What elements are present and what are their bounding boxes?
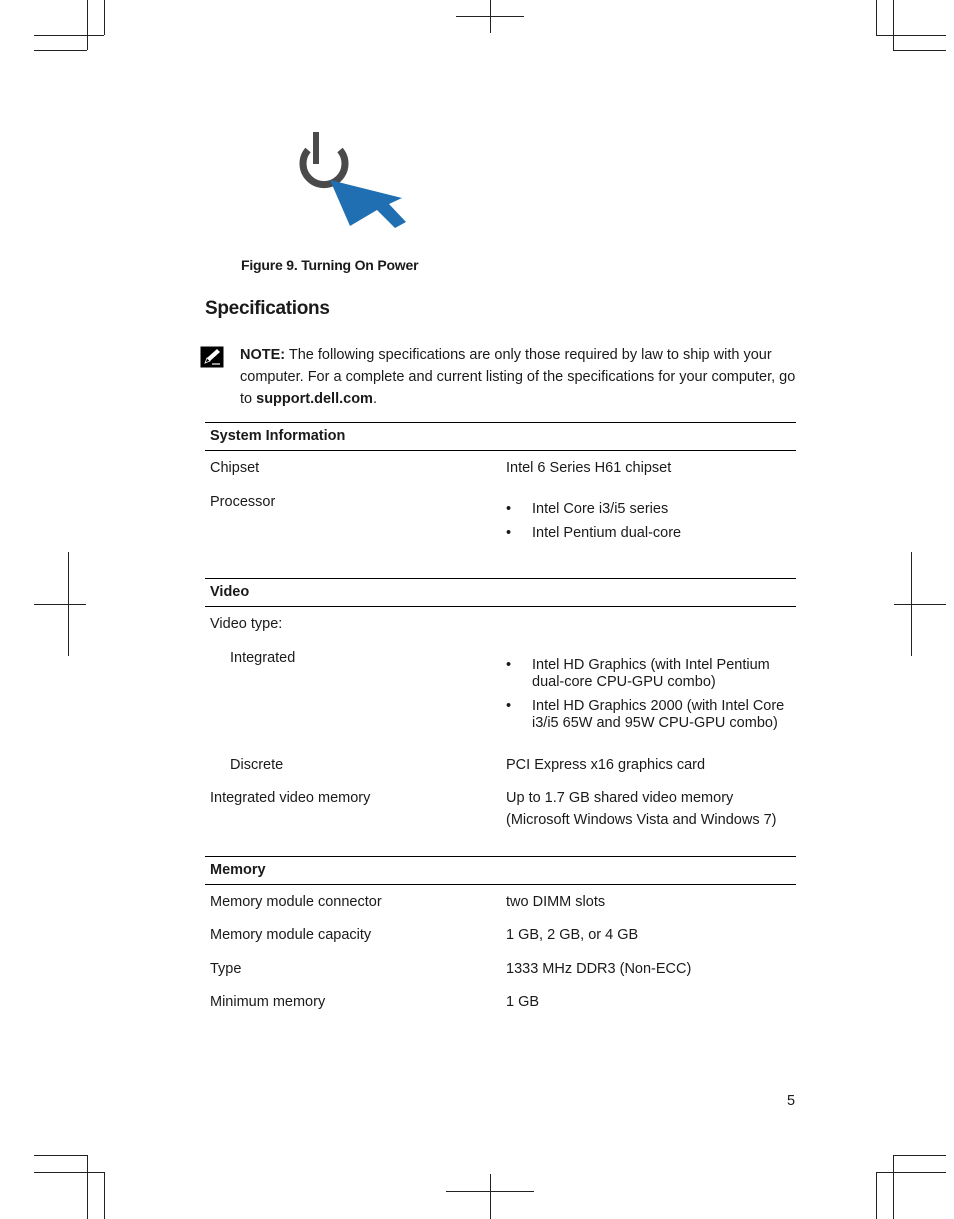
row-label: Discrete (230, 757, 284, 773)
list-item: • Intel Core i3/i5 series (506, 501, 796, 518)
video-table (205, 578, 796, 828)
table-header-label: Memory (210, 862, 266, 878)
memory-table (205, 856, 796, 1010)
table-header-label: Video (210, 584, 250, 600)
row-label: Memory module connector (210, 894, 382, 910)
system-information-table (205, 422, 796, 541)
support-link[interactable]: support.dell.com (256, 391, 373, 407)
list-item: • Intel HD Graphics (with Intel Pentium dual-core CPU-GPU combo) (506, 657, 796, 691)
pencil-note-icon (200, 346, 224, 368)
table-header (205, 422, 796, 451)
note-text: The following specifications are only those required by law to ship with your computer. For a complete and current listing of the specifications for your computer, go to (240, 347, 796, 407)
table-header (205, 578, 796, 607)
row-label: Processor (210, 494, 276, 510)
power-button-with-cursor-icon (288, 128, 418, 233)
row-value: 1 GB (506, 994, 540, 1010)
row-label: Memory module capacity (210, 927, 372, 943)
table-header-label: System Information (210, 428, 346, 444)
note-paragraph (240, 344, 800, 410)
list-item: • Intel Pentium dual-core (506, 525, 796, 542)
note-end: . (372, 391, 377, 407)
row-label: Type (210, 961, 242, 977)
row-label: Video type: (210, 616, 283, 632)
row-value: Intel 6 Series H61 chipset (506, 460, 672, 476)
figure-caption: Figure 9. Turning On Power (241, 257, 419, 273)
row-value-list (506, 657, 796, 739)
table-header (205, 856, 796, 885)
row-value: two DIMM slots (506, 894, 606, 910)
note-label: NOTE: (240, 347, 286, 363)
row-value: 1 GB, 2 GB, or 4 GB (506, 927, 639, 943)
row-value: 1333 MHz DDR3 (Non-ECC) (506, 961, 692, 977)
page-number: 5 (787, 1093, 796, 1109)
row-label: Chipset (210, 460, 260, 476)
row-value: Up to 1.7 GB shared video memory (Microsoft Windows Vista and Windows 7) (506, 790, 777, 828)
row-value: PCI Express x16 graphics card (506, 757, 706, 773)
row-label: Integrated (230, 650, 296, 666)
row-value-list (506, 501, 796, 549)
list-item: • Intel HD Graphics 2000 (with Intel Core i3/i5 65W and 95W CPU-GPU combo) (506, 698, 796, 732)
section-title: Specifications (205, 298, 330, 319)
row-label: Integrated video memory (210, 790, 371, 806)
row-label: Minimum memory (210, 994, 326, 1010)
